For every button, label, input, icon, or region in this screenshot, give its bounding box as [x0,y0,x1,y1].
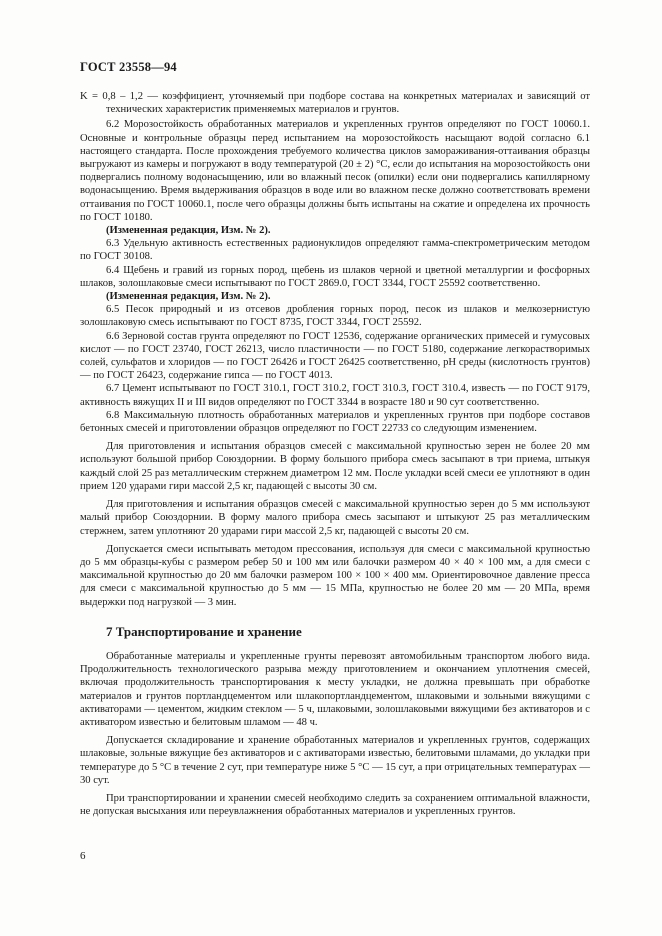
section-7-paragraph: Допускается складирование и хранение обработанных материалов и укрепленных грунтов, содержащих шлаковые, зольные вяжущие без активаторов и с активаторами известью, белитовыми шламами, до укладки при температуре до 5 °С в течение 2 сут, при температуре ниже 5 °С — 15 сут, а при отрицательных температурах — 30 сут. [80,735,590,786]
clause-6-3: 6.3 Удельную активность естественных радионуклидов определяют гамма-спектрометрическим методом по ГОСТ 30108. [80,238,590,263]
document-body [80,90,590,818]
section-7-title: 7 Транспортирование и хранение [106,623,302,639]
small-device-paragraph: Для приготовления и испытания образцов смесей с максимальной крупностью зерен до 5 мм используют малый прибор Союздорнии. В форму малого прибора смесь засыпают и штыкуют 25 раз металлическим стержнем, затем уплотняют 20 ударами гири массой 2,5 кг, падающей с высоты 20 см. [80,499,590,537]
clause-6-7: 6.7 Цемент испытывают по ГОСТ 310.1, ГОСТ 310.2, ГОСТ 310.3, ГОСТ 310.4, известь — по ГОСТ 9179, активность вяжущих II и III видов определяют по ГОСТ 3344 в возрасте 180 и 90 сут соответственно. [80,383,590,408]
section-7-paragraph: При транспортировании и хранении смесей необходимо следить за сохранением оптимальной влажности, не допуская высыхания или переувлажнения обработанных материалов и укрепленных грунтов. [80,792,590,818]
large-device-paragraph: Для приготовления и испытания образцов смесей с максимальной крупностью зерен не более 20 мм используют большой прибор Союздорнии. В форму большого прибора смесь засыпают в три приема, штыкуя каждый слой 25 раз металлическим стержнем диаметром 12 мм. После укладки всей смеси ее уплотняют в один прием 120 ударами гири массой 2,5 кг, падающей с высоты 30 см. [80,441,590,492]
section-7-paragraph: Обработанные материалы и укрепленные грунты перевозят автомобильным транспортом любого вида. Продолжительность технологического разрыва между приготовлением и окончанием уплотнения смесей, включая продолжительность транспортирования к месту укладки, не должна превышать при обработке материалов и грунтов портландцементом или шлакопортландцементом, шлаковыми и зольными вяжущими с активаторами — цементом, жидким стеклом — 5 ч, шлаковыми, золошлаковыми вяжущими без активаторов и с активатором известью и белитовым шламом — 48 ч. [80,650,590,728]
amendment-note: (Измененная редакция, Изм. № 2). [106,291,271,303]
page-number: 6 [80,850,86,862]
clause-6-6: 6.6 Зерновой состав грунта определяют по ГОСТ 12536, содержание органических примесей и гумусовых кислот — по ГОСТ 23740, ГОСТ 26213, число пластичности — по ГОСТ 5180, содержание легкорастворимых солей, сульфатов и хлоридов — по ГОСТ 26426 и ГОСТ 26425 соответственно, pH среды (кислотность грунтов) — по ГОСТ 26423, содержание гипса — по ГОСТ 4013. [80,330,590,382]
pressing-method-paragraph: Допускается смеси испытывать методом прессования, используя для смеси с максимальной крупностью до 5 мм образцы-кубы с размером ребер 50 и 100 мм или балочки размером 40 × 40 × 100 мм, а для смеси с максимальной крупностью до 20 мм балочки размером 100 × 100 × 400 мм. Ориентировочное давление пресса для смеси с максимальной крупностью до 5 мм — 15 МПа, крупностью не более 20 мм — 20 МПа, время выдержки под нагрузкой — 3 мин. [80,543,590,608]
amendment-note: (Измененная редакция, Изм. № 2). [106,225,271,237]
clause-6-5: 6.5 Песок природный и из отсевов дробления горных пород, песок из шлаков и мелкозернистую золошлаковую смесь испытывают по ГОСТ 8735, ГОСТ 3344, ГОСТ 25592. [80,304,590,329]
document-header: ГОСТ 23558—94 [80,60,177,74]
coefficient-definition: K = 0,8 – 1,2 — коэффициент, уточняемый при подборе состава на конкретных материалах и зависящий от технических характеристик применяемых материалов и грунтов. [80,91,590,116]
clause-6-4: 6.4 Щебень и гравий из горных пород, щебень из шлаков черной и цветной металлургии и фосфорных шлаков, золошлаковые смеси испытывают по ГОСТ 2869.0, ГОСТ 3344, ГОСТ 25592 соответственно. [80,264,590,289]
clause-6-2: 6.2 Морозостойкость обработанных материалов и укрепленных грунтов определяют по ГОСТ 10060.1. Основные и контрольные образцы перед испытанием на морозостойкость насыщают водой согласно 6.1 настоящего стандарта. После прохождения требуемого количества циклов замораживания-оттаивания образцы выгружают из камеры и погружают в воду температурой (20 ± 2) °С, если до испытания на морозостойкость они подвергались полному водонасыщению, или во влажный песок (опилки) если они подвергались капиллярному водонасыщению. Время выдерживания образцов в воде или во влажном песке должно соответствовать времени оттаивания по ГОСТ 10060.1, после чего образцы должны быть испытаны на сжатие и определена их прочность по ГОСТ 10180. [80,119,590,223]
clause-6-8: 6.8 Максимальную плотность обработанных материалов и укрепленных грунтов при подборе составов бетонных смесей и приготовлении образцов определяют по ГОСТ 22733 со следующим изменением. [80,409,590,435]
